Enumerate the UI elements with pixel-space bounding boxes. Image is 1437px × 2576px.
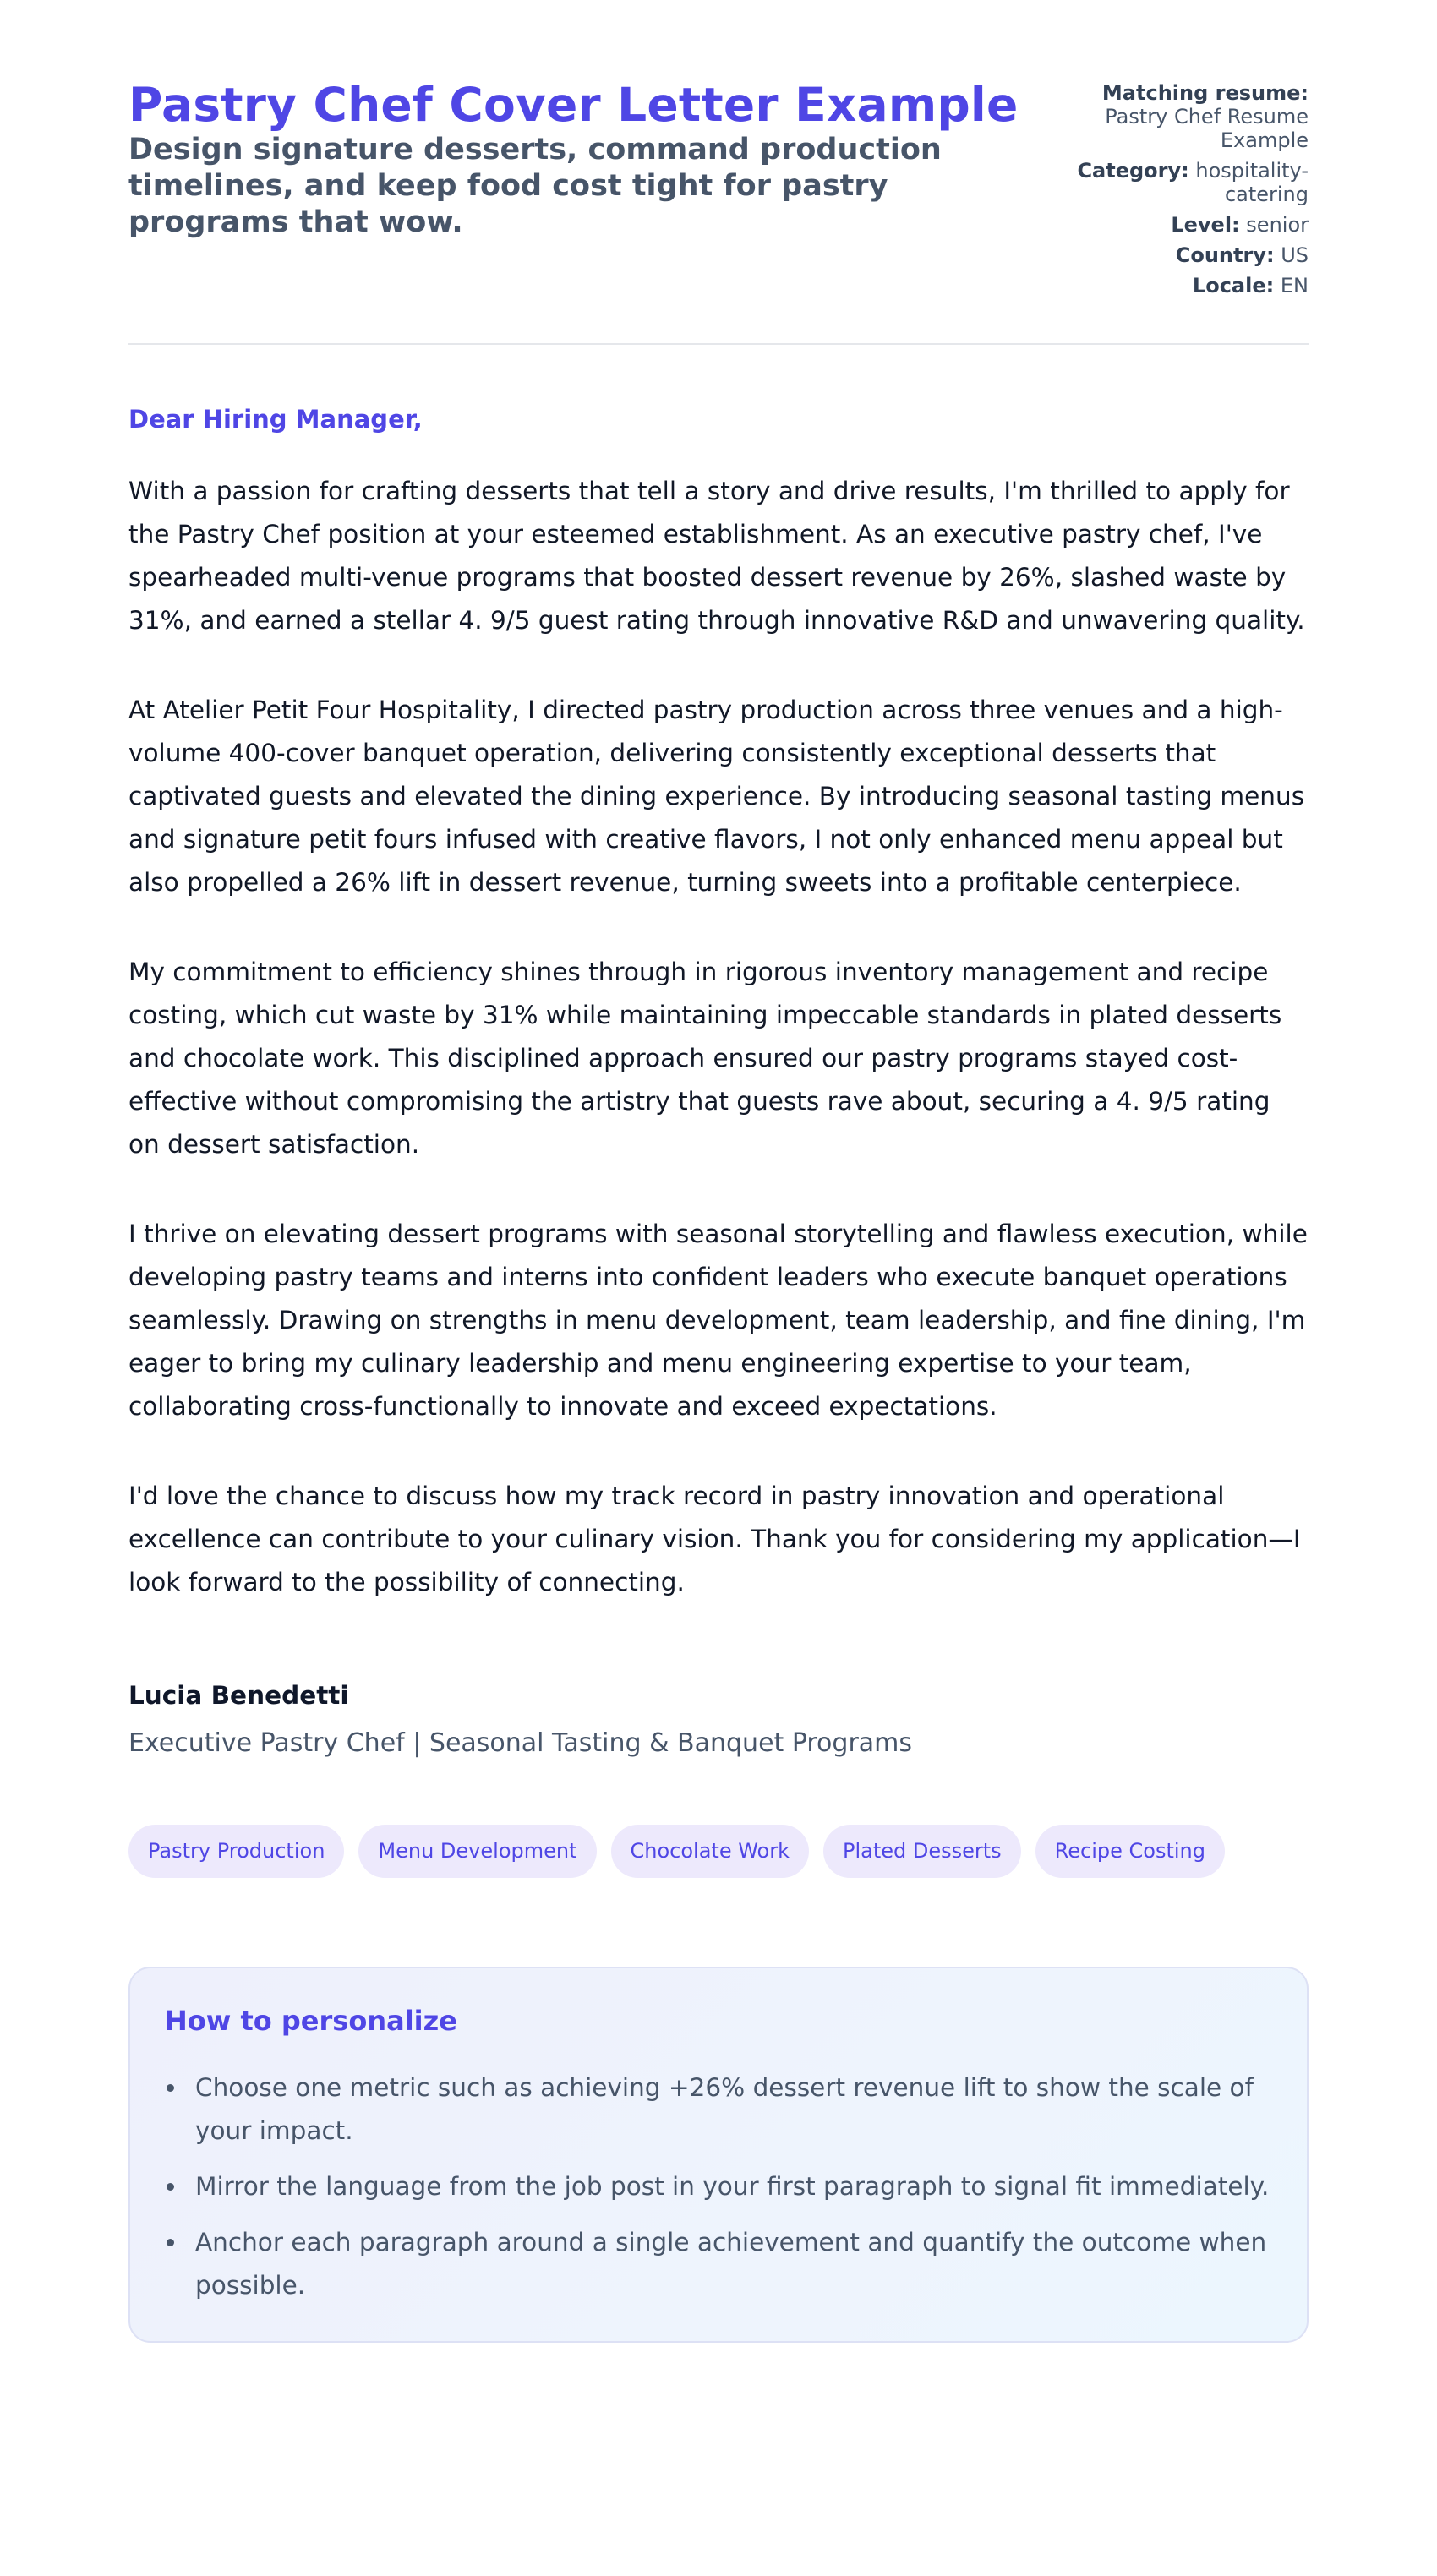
page-subtitle: Design signature desserts, command production timelines, and keep food cost tight for pastry programs that wow. — [128, 133, 942, 239]
letter-body — [128, 402, 1309, 1604]
bullet-icon — [167, 2239, 174, 2246]
letter-paragraph: My commitment to efficiency shines through in rigorous inventory management and recipe costing, which cut waste by 31% while maintaining impeccable standards in plated desserts and chocolate work. This disciplined approach ensured our pastry programs stayed cost-effective without compromising the artistry that guests rave about, securing a 4. 9/5 rating on dessert satisfaction. — [128, 958, 1282, 1159]
meta-key: Locale: — [1192, 274, 1275, 297]
meta-level — [1056, 213, 1309, 237]
letter-paragraph: At Atelier Petit Four Hospitality, I directed pastry production across three venues and a high-volume 400-cover banquet operation, delivering consistently exceptional desserts that captivated guests and elevated the dining experience. By introducing seasonal tasting menus and signature petit fours infused with creative flavors, I not only enhanced menu appeal but also propelled a 26% lift in dessert revenue, turning sweets into a profitable centerpiece. — [128, 696, 1305, 897]
letter-paragraph: I thrive on elevating dessert programs with seasonal storytelling and flawless execution, while developing pastry teams and interns into confident leaders who execute banquet operations seamlessly. Drawing on strengths in menu development, team leadership, and fine dining, I'm eager to bring my culinary leadership and menu engineering expertise to your team, collaborating cross-functionally to innovate and exceed expectations. — [128, 1220, 1308, 1421]
signature-name: Lucia Benedetti — [128, 1681, 349, 1710]
tip-item — [165, 2066, 1271, 2153]
header-titles — [128, 78, 1056, 241]
bullet-icon — [167, 2084, 174, 2092]
meta-value-resume-link[interactable]: Pastry Chef Resume Example — [1105, 105, 1309, 152]
skill-tags — [128, 1825, 1309, 1878]
meta-key: Category: — [1077, 159, 1189, 183]
meta-matching-resume — [1056, 81, 1309, 152]
skill-tag: Plated Desserts — [823, 1825, 1021, 1878]
meta-key: Level: — [1171, 213, 1240, 237]
meta-value: EN — [1280, 274, 1309, 297]
tip-text: Mirror the language from the job post in your first paragraph to signal fit immediately. — [195, 2172, 1270, 2201]
signature-role: Executive Pastry Chef | Seasonal Tasting & Banquet Programs — [128, 1728, 913, 1758]
skill-tag: Chocolate Work — [611, 1825, 809, 1878]
page-header — [128, 78, 1309, 345]
meta-category — [1056, 159, 1309, 206]
skill-tag: Menu Development — [358, 1825, 596, 1878]
tip-item — [165, 2165, 1271, 2208]
meta-value: senior — [1246, 213, 1309, 237]
skill-tag: Recipe Costing — [1035, 1825, 1225, 1878]
page-title: Pastry Chef Cover Letter Example — [128, 78, 1019, 132]
signature-block — [128, 1678, 1309, 1760]
meta-country — [1056, 243, 1309, 267]
letter-greeting: Dear Hiring Manager, — [128, 405, 423, 434]
letter-meta — [1056, 78, 1309, 304]
letter-paragraph: I'd love the chance to discuss how my track record in pastry innovation and operational excellence can contribute to your culinary vision. Thank you for considering my application—I look forward to the possibility of connecting. — [128, 1482, 1301, 1596]
tip-text: Anchor each paragraph around a single achievement and quantify the outcome when possible. — [195, 2228, 1267, 2300]
tips-list — [165, 2066, 1271, 2307]
meta-value: hospitality-catering — [1195, 159, 1309, 206]
meta-locale — [1056, 274, 1309, 297]
skill-tag: Pastry Production — [128, 1825, 344, 1878]
tip-text: Choose one metric such as achieving +26% dessert revenue lift to show the scale of your impact. — [195, 2073, 1254, 2145]
meta-value: US — [1281, 243, 1309, 267]
tip-item — [165, 2221, 1271, 2307]
bullet-icon — [167, 2183, 174, 2191]
letter-paragraph: With a passion for crafting desserts that tell a story and drive results, I'm thrilled to apply for the Pastry Chef position at your esteemed establishment. As an executive pastry chef, I've spearheaded multi-venue programs that boosted dessert revenue by 26%, slashed waste by 31%, and earned a stellar 4. 9/5 guest rating through innovative R&D and unwavering quality. — [128, 477, 1305, 635]
personalize-tips-card — [128, 1967, 1309, 2343]
tips-title: How to personalize — [165, 2005, 457, 2037]
meta-key: Country: — [1175, 243, 1275, 267]
meta-key: Matching resume: — [1101, 81, 1309, 105]
